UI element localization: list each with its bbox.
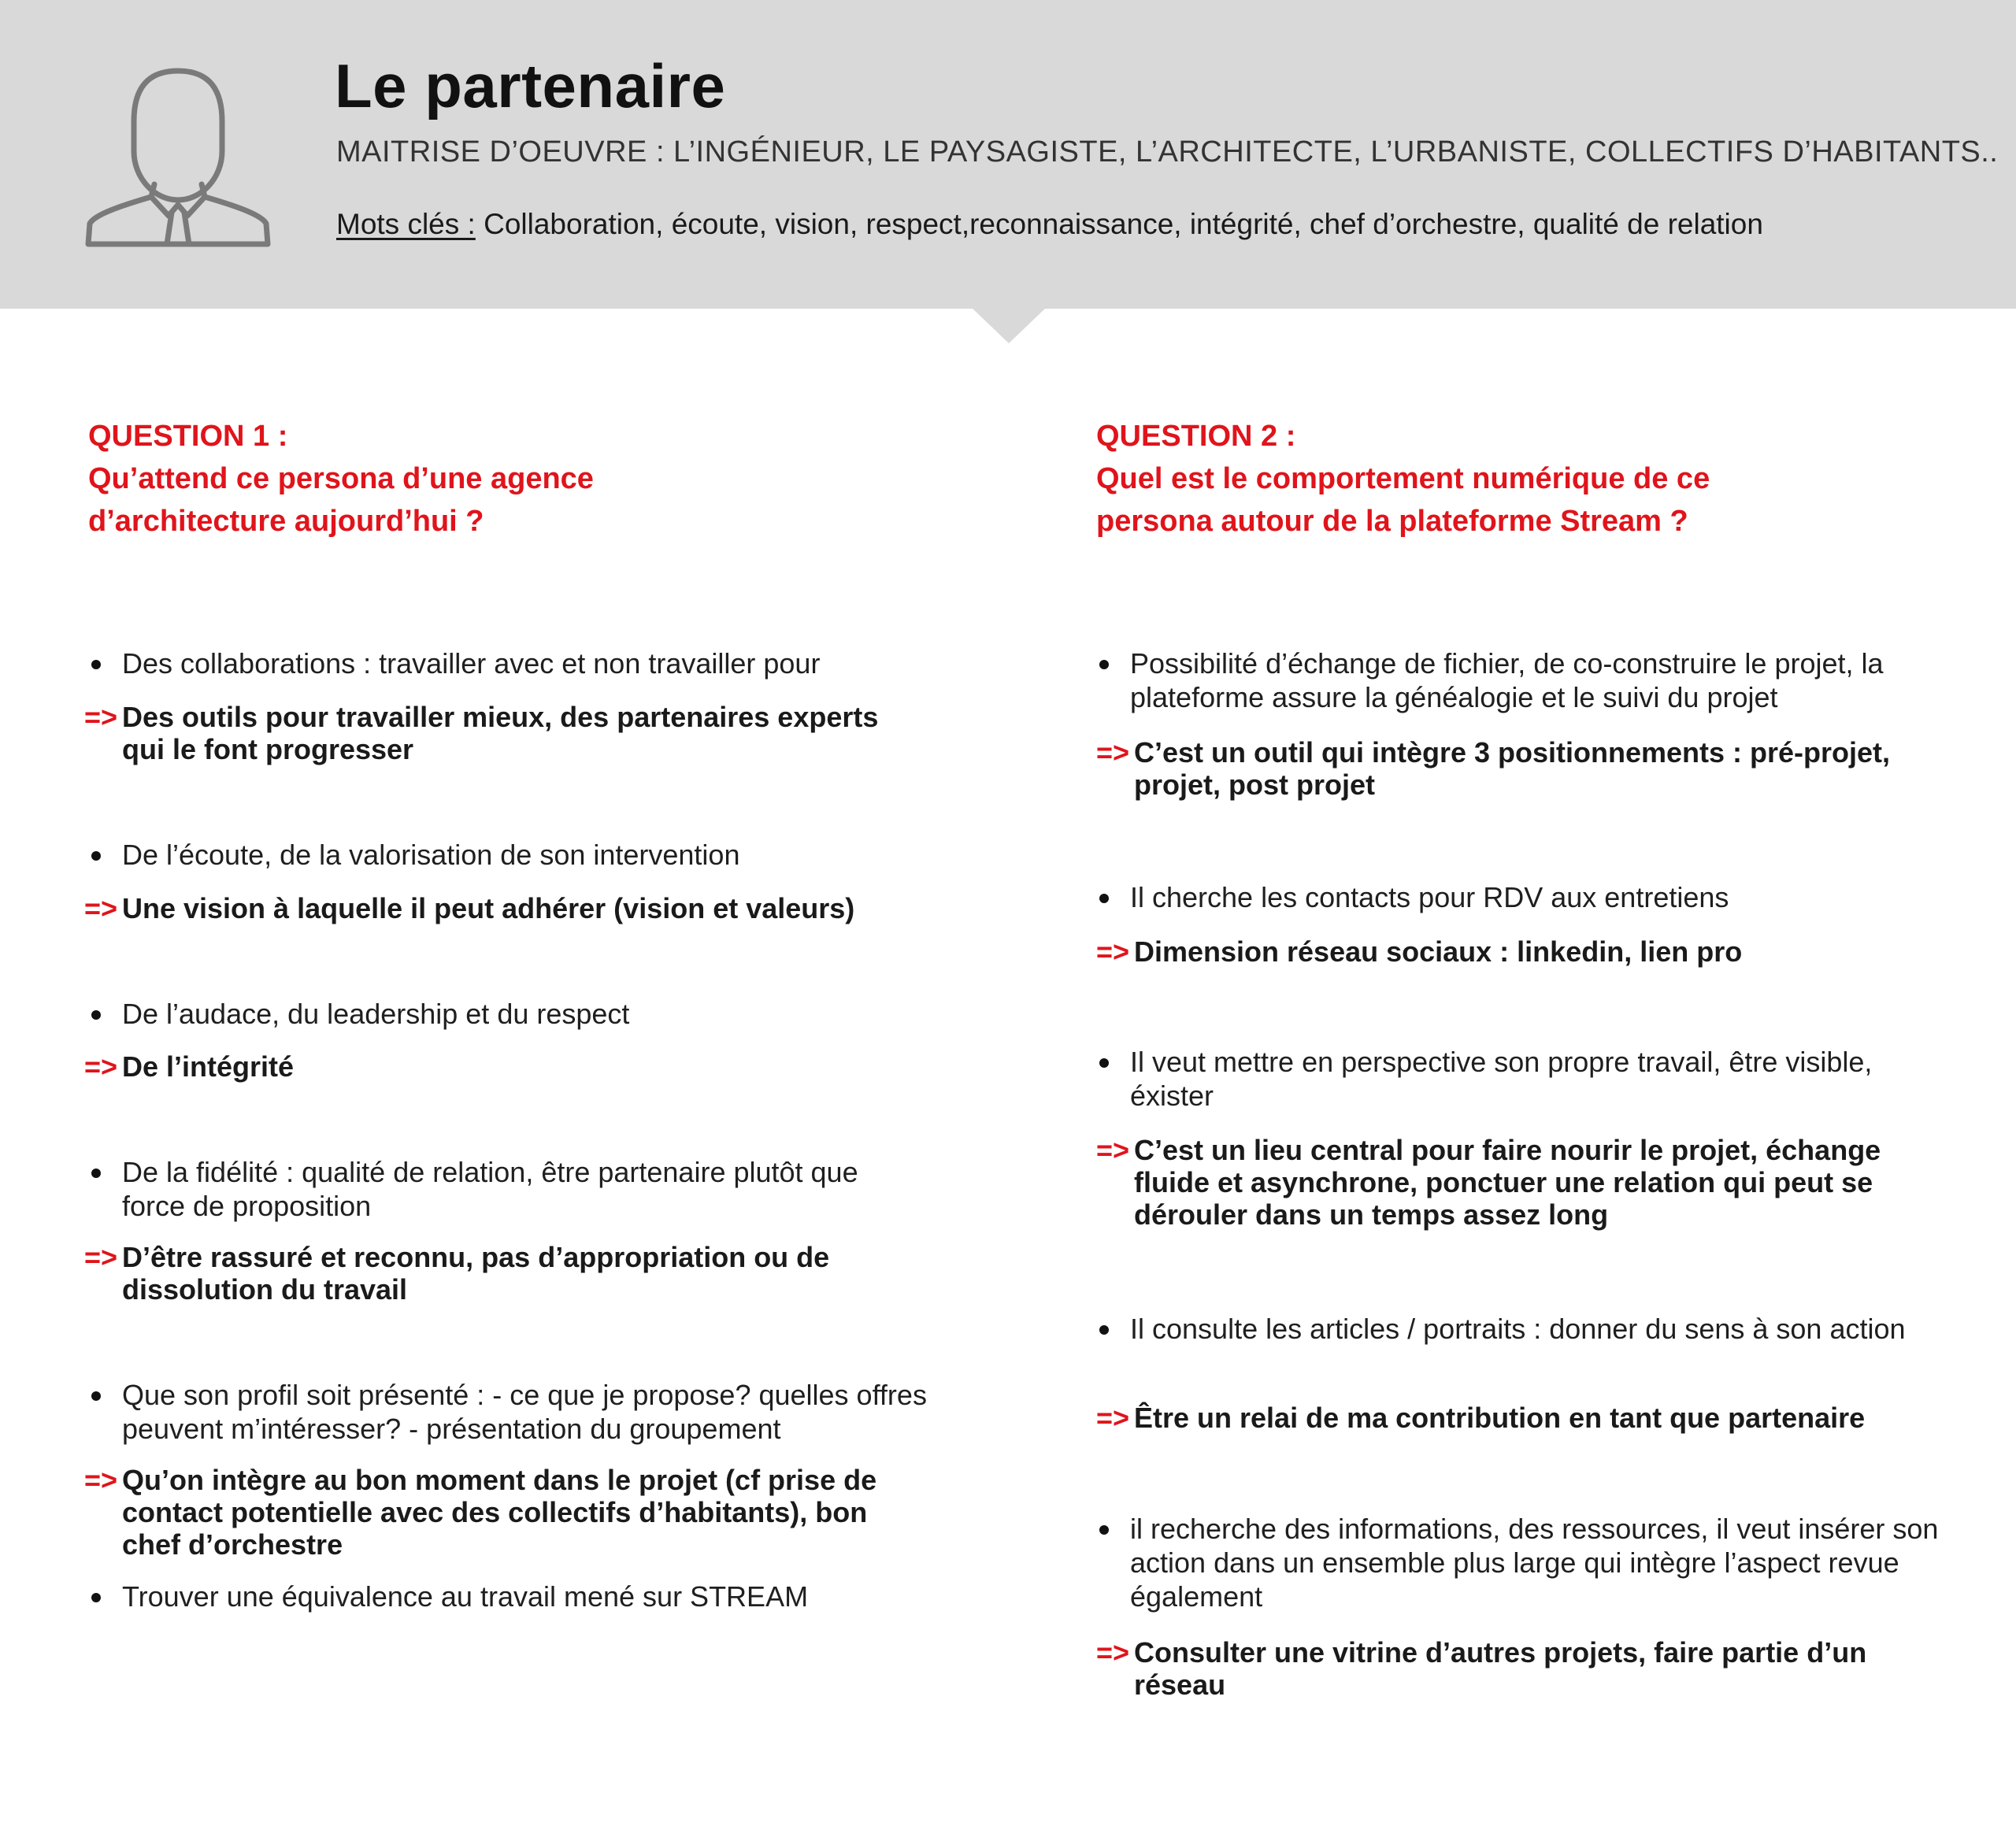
- bullet-dot: [1099, 1325, 1109, 1335]
- bullet-dot: [91, 1593, 101, 1602]
- person-icon: [85, 66, 271, 252]
- bullet-dot: [91, 660, 101, 669]
- bullet-dot: [91, 1391, 101, 1401]
- bullet-dot: [1099, 894, 1109, 903]
- q2-bullet-1: Possibilité d’échange de fichier, de co-construire le projet, la plateforme assure la généalogie et le suivi du projet: [1095, 646, 1949, 714]
- q2-bullet-4: Il consulte les articles / portraits : donner du sens à son action: [1095, 1312, 1933, 1346]
- question-1-heading: [88, 415, 954, 543]
- q2-answer-4: => Être un relai de ma contribution en tant que partenaire: [1096, 1402, 1866, 1434]
- q1-bullet-6: Trouver une équivalence au travail mené sur STREAM: [87, 1580, 957, 1613]
- question-2-heading: [1096, 415, 1962, 543]
- keywords-text: Collaboration, écoute, vision, respect,reconnaissance, intégrité, chef d’orchestre, qualité de relation: [475, 208, 1763, 240]
- q1-bullet-4: De la fidélité : qualité de relation, être partenaire plutôt que force de proposition: [87, 1155, 925, 1223]
- q1-bullet-3: De l’audace, du leadership et du respect: [87, 997, 957, 1031]
- bullet-dot: [91, 1010, 101, 1020]
- question-2-label: QUESTION 2 :: [1096, 420, 1296, 453]
- keywords-line: [336, 208, 1763, 241]
- q2-bullet-5: il recherche des informations, des ressources, il veut insérer son action dans un ensemble plus large qui intègre l’aspect revue également: [1095, 1512, 1949, 1613]
- q2-answer-2: => Dimension réseau sociaux : linkedin, lien pro: [1096, 935, 1743, 968]
- bullet-dot: [91, 851, 101, 861]
- q2-answer-1: => C’est un outil qui intègre 3 positionnements : pré-projet, projet, post projet: [1096, 736, 1891, 801]
- q1-bullet-1: Des collaborations : travailler avec et non travailler pour: [87, 646, 957, 680]
- question-1-text-line1: Qu’attend ce persona d’une agence: [88, 462, 594, 495]
- bullet-dot: [91, 1169, 101, 1178]
- bullet-dot: [1099, 660, 1109, 669]
- question-2-text-line1: Quel est le comportement numérique de ce: [1096, 462, 1710, 495]
- question-1-text-line2: d’architecture aujourd’hui ?: [88, 505, 484, 538]
- bullet-dot: [1099, 1058, 1109, 1068]
- q2-bullet-2: Il cherche les contacts pour RDV aux entretiens: [1095, 880, 1949, 914]
- q1-answer-3: => De l’intégrité: [84, 1050, 295, 1083]
- q2-answer-5: => Consulter une vitrine d’autres projets, faire partie d’un réseau: [1096, 1636, 1867, 1701]
- q1-answer-4: => D’être rassuré et reconnu, pas d’appropriation ou de dissolution du travail: [84, 1241, 830, 1306]
- q1-answer-5: => Qu’on intègre au bon moment dans le projet (cf prise de contact potentielle avec des collectifs d’habitants), bon chef d’orchestre: [84, 1464, 877, 1561]
- q2-answer-3: => C’est un lieu central pour faire nourir le projet, échange fluide et asynchrone, ponctuer une relation qui peut se dérouler dans un temps assez long: [1096, 1134, 1881, 1231]
- q1-bullet-5: Que son profil soit présenté : - ce que je propose? quelles offres peuvent m’intéresser? - présentation du groupement: [87, 1378, 957, 1446]
- q1-answer-2: => Une vision à laquelle il peut adhérer (vision et valeurs): [84, 892, 855, 924]
- q2-bullet-3: Il veut mettre en perspective son propre travail, être visible, éxister: [1095, 1045, 1941, 1113]
- question-2-text-line2: persona autour de la plateforme Stream ?: [1096, 505, 1688, 538]
- q1-answer-1: => Des outils pour travailler mieux, des partenaires experts qui le font progresser: [84, 701, 879, 765]
- question-1-label: QUESTION 1 :: [88, 420, 288, 453]
- q1-bullet-2: De l’écoute, de la valorisation de son intervention: [87, 838, 957, 872]
- header-pointer: [973, 309, 1045, 343]
- page-title: Le partenaire: [335, 51, 726, 120]
- bullet-dot: [1099, 1525, 1109, 1535]
- persona-roles: MAITRISE D’OEUVRE : L’INGÉNIEUR, LE PAYSAGISTE, L’ARCHITECTE, L’URBANISTE, COLLECTIFS D’HABITANTS..: [336, 135, 1999, 169]
- keywords-label: Mots clés :: [336, 208, 476, 240]
